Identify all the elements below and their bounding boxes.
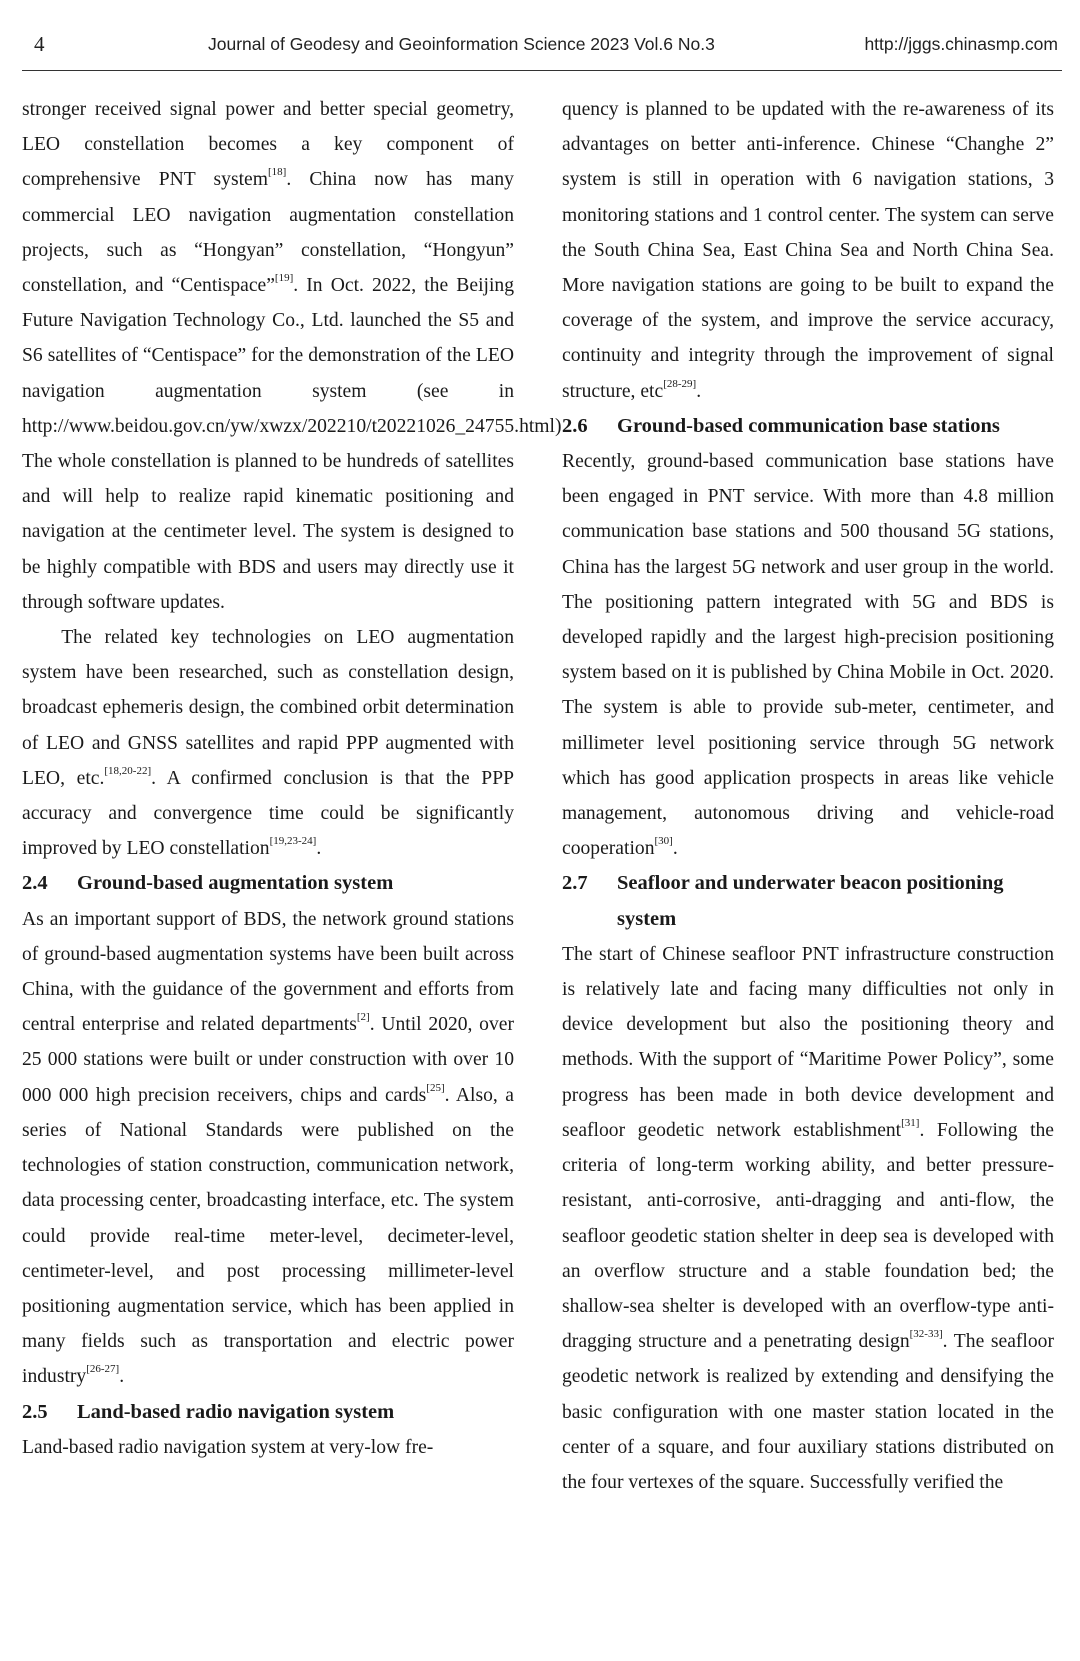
- paragraph-changhe: [562, 92, 1054, 409]
- paragraph-base-stations: [562, 444, 1054, 866]
- citation: [30]: [654, 835, 673, 848]
- citation: [25]: [426, 1081, 445, 1094]
- text-run: .: [119, 1366, 125, 1388]
- text-run: .: [696, 380, 702, 402]
- citation: [32-33]: [909, 1328, 943, 1341]
- text-run: . Following the criteria of long-term working ability, and better pressure-resistant, anti-corrosive, anti-dragging and anti-flow, the seafloor geodetic station shelter in deep sea is developed with an overflow structure and a stable foundation bed; the shallow-sea shelter is developed with an overflow-type anti-dragging structure and a penetrating design: [562, 1119, 1055, 1353]
- text-run: . Also, a series of National Standards were published on the technologies of station construction, communication network, data processing center, broadcasting interface, etc. The system could provide real-time meter-level, decimeter-level, centimeter-level, and post processing millimeter-level positioning augmentation service, which has been applied in many fields such as transportation and electric power industry: [22, 1084, 514, 1388]
- text-run: Recently, ground-based communication base stations have been engaged in PNT service. With more than 4.8 million communication base stations and 500 thousand 5G stations, China has the largest 5G network and user group in the world. The positioning pattern integrated with 5G and BDS is developed rapidly and the largest high-precision positioning system based on it is published by China Mobile in Oct. 2020. The system is able to provide sub-meter, centimeter, and millimeter level positioning service through 5G network which has good application prospects in areas like vehicle management, autonomous driving and vehicle-road cooperation: [562, 451, 1054, 860]
- left-column: [22, 92, 567, 1465]
- section-title: Land-based radio navigation system: [77, 1400, 395, 1423]
- journal-title: Journal of Geodesy and Geoinformation Science 2023 Vol.6 No.3: [208, 34, 715, 54]
- paragraph-seafloor: [562, 937, 1054, 1500]
- text-run: . The seafloor geodetic network is realized by extending and densifying the basic configuration with one master station located in the center of a square, and four auxiliary stations distributed on the four vertexes of the square. Successfully verified the: [562, 1331, 1054, 1493]
- section-heading-2-5: [22, 1395, 514, 1430]
- text-run: The start of Chinese seafloor PNT infrastructure construction is relatively late and facing many difficulties not only in device development but also the positioning theory and methods. With the support of “Maritime Power Policy”, some progress has been made in both device development and seafloor geodetic network establishment: [562, 943, 1054, 1141]
- text-run: . Until 2020, over 25 000 stations were built or under construction with over 10 000 000 high precision receivers, chips and cards: [22, 1014, 514, 1106]
- section-heading-2-4: [22, 866, 514, 901]
- header-rule: [22, 70, 1062, 71]
- section-number: 2.6: [562, 414, 588, 437]
- section-number: 2.5: [22, 1400, 48, 1423]
- section-title: Ground-based communication base stations: [617, 414, 1000, 437]
- citation: [2]: [356, 1011, 370, 1024]
- page-header: [22, 32, 1062, 68]
- text-run: .: [672, 838, 678, 860]
- text-run: Land-based radio navigation system at very-low fre-: [22, 1436, 434, 1458]
- section-heading-2-6: [562, 409, 1054, 444]
- citation: [31]: [901, 1116, 920, 1129]
- citation: [19,23-24]: [269, 835, 317, 848]
- citation: [28-29]: [663, 377, 697, 390]
- citation: [18,20-22]: [104, 764, 152, 777]
- paragraph-leo-technologies: [22, 620, 514, 866]
- section-title: Seafloor and underwater beacon positioning system: [617, 872, 1004, 930]
- text-run: . A confirmed conclusion is that the PPP accuracy and convergence time could be significantly improved by LEO constellation: [22, 767, 514, 860]
- paragraph-ground-augmentation: [22, 902, 514, 1395]
- text-run: .: [316, 838, 322, 860]
- right-column: [562, 92, 1054, 1500]
- text-run: . China now has many commercial LEO navigation augmentation constellation projects, such as “Hongyan” constellation, “Hongyun” constellation, and “Centispace”: [22, 169, 514, 297]
- section-number: 2.7: [562, 872, 588, 895]
- text-run: . In Oct. 2022, the Beijing Future Navigation Technology Co., Ltd. launched the S5 and S6 satellites of “Centispace” for the demonstration of the LEO navigation augmentation system (see in http://www.beidou.gov.cn/yw/xwzx/202210/t20221026_24755.html). The whole constellation is planned to be hundreds of satellites and will help to realize rapid kinematic positioning and navigation at the centimeter level. The system is designed to be highly compatible with BDS and users may directly use it through software updates.: [22, 275, 567, 613]
- citation: [19]: [274, 272, 294, 285]
- text-run: quency is planned to be updated with the re-awareness of its advantages on better anti-inference. Chinese “Changhe 2” system is still in operation with 6 navigation stations, 3 monitoring stations and 1 control center. The system can serve the South China Sea, East China Sea and North China Sea. More navigation stations are going to be built to expand the coverage of the system, and improve the service accuracy, continuity and integrity through the improvement of signal structure, etc: [562, 99, 1054, 402]
- text-run: The related key technologies on LEO augmentation system have been researched, such as constellation design, broadcast ephemeris design, the combined orbit determination of LEO and GNSS satellites and rapid PPP augmented with LEO, etc.: [22, 627, 514, 789]
- text-run: stronger received signal power and better special geometry, LEO constellation becomes a key component of comprehensive PNT system: [22, 99, 514, 191]
- section-title: Ground-based augmentation system: [77, 872, 394, 895]
- paragraph-leo-constellation: [22, 92, 567, 620]
- text-run: As an important support of BDS, the network ground stations of ground-based augmentation systems have been built across China, with the guidance of the government and efforts from central enterprise and related departments: [22, 908, 514, 1036]
- section-heading-2-7: [562, 866, 1054, 936]
- section-number: 2.4: [22, 872, 48, 895]
- citation: [18]: [267, 166, 287, 179]
- journal-url: http://jggs.chinasmp.com: [864, 34, 1058, 54]
- citation: [26-27]: [86, 1363, 120, 1376]
- paragraph-land-radio: [22, 1430, 514, 1465]
- page-number: 4: [34, 32, 45, 56]
